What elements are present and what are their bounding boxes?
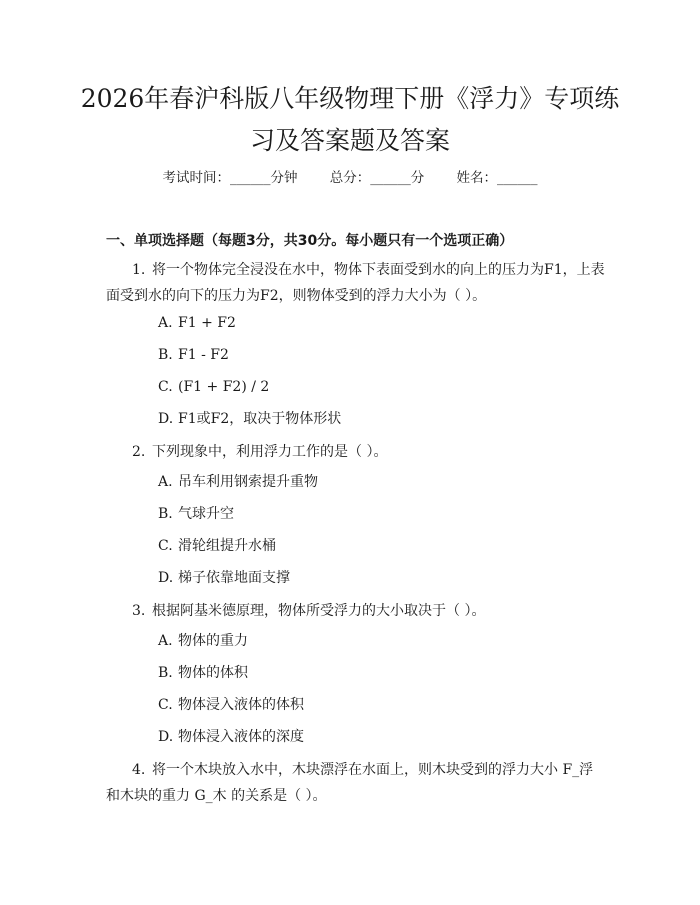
question-3-option-b bbox=[158, 663, 248, 683]
question-1-option-a bbox=[158, 313, 236, 333]
option-text: 物体浸入液体的深度 bbox=[178, 729, 304, 745]
question-2 bbox=[106, 439, 606, 465]
question-3-option-d bbox=[158, 727, 304, 747]
question-text: 将一个木块放入水中，木块漂浮在水面上，则木块受到的浮力大小 F_浮 和木块的重力 G_木 的关系是（ ）。 bbox=[106, 762, 594, 804]
question-number: 1. bbox=[132, 262, 146, 278]
option-text: 气球升空 bbox=[178, 506, 234, 522]
question-2-option-a bbox=[158, 472, 318, 492]
option-text: F1 - F2 bbox=[178, 347, 229, 363]
option-text: 物体浸入液体的体积 bbox=[178, 697, 304, 713]
question-3 bbox=[106, 598, 606, 624]
option-letter: A. bbox=[158, 315, 173, 331]
option-text: (F1 + F2) / 2 bbox=[178, 379, 270, 395]
question-1-option-c bbox=[158, 377, 269, 397]
exam-name: 姓名：______ bbox=[456, 170, 538, 186]
question-1-option-d bbox=[158, 409, 341, 429]
option-letter: A. bbox=[158, 474, 173, 490]
question-3-option-c bbox=[158, 695, 304, 715]
exam-score: 总分：______分 bbox=[329, 170, 425, 186]
option-text: 物体的重力 bbox=[178, 633, 248, 649]
question-number: 4. bbox=[132, 762, 146, 778]
question-number: 2. bbox=[132, 444, 146, 460]
question-number: 3. bbox=[132, 603, 146, 619]
question-1 bbox=[106, 257, 606, 309]
option-letter: C. bbox=[158, 538, 173, 554]
question-2-option-b bbox=[158, 504, 234, 524]
exam-time: 考试时间：______分钟 bbox=[162, 170, 298, 186]
option-letter: B. bbox=[158, 347, 173, 363]
option-letter: C. bbox=[158, 697, 173, 713]
option-text: 吊车利用钢索提升重物 bbox=[178, 474, 318, 490]
option-letter: D. bbox=[158, 411, 174, 427]
option-letter: B. bbox=[158, 506, 173, 522]
option-text: 滑轮组提升水桶 bbox=[178, 538, 276, 554]
option-letter: B. bbox=[158, 665, 173, 681]
question-text: 将一个物体完全浸没在水中，物体下表面受到水的向上的压力为F1，上表面受到水的向下的压力为F2，则物体受到的浮力大小为（ ）。 bbox=[106, 262, 605, 304]
question-3-option-a bbox=[158, 631, 248, 651]
question-2-option-c bbox=[158, 536, 276, 556]
question-4 bbox=[106, 757, 606, 809]
option-text: 物体的体积 bbox=[178, 665, 248, 681]
option-letter: D. bbox=[158, 570, 174, 586]
question-text: 下列现象中，利用浮力工作的是（ ）。 bbox=[152, 444, 388, 460]
option-text: 梯子依靠地面支撑 bbox=[178, 570, 290, 586]
question-1-option-b bbox=[158, 345, 229, 365]
question-2-option-d bbox=[158, 568, 290, 588]
document-title: 2026年春沪科版八年级物理下册《浮力》专项练习及答案题及答案 bbox=[80, 84, 620, 155]
option-text: F1或F2，取决于物体形状 bbox=[178, 411, 342, 427]
option-letter: D. bbox=[158, 729, 174, 745]
option-letter: C. bbox=[158, 379, 173, 395]
option-text: F1 + F2 bbox=[178, 315, 236, 331]
option-letter: A. bbox=[158, 633, 173, 649]
section-title: 一、单项选择题（每题3分，共30分。每小题只有一个选项正确） bbox=[106, 233, 514, 249]
question-text: 根据阿基米德原理，物体所受浮力的大小取决于（ ）。 bbox=[152, 603, 486, 619]
exam-meta bbox=[0, 166, 700, 186]
